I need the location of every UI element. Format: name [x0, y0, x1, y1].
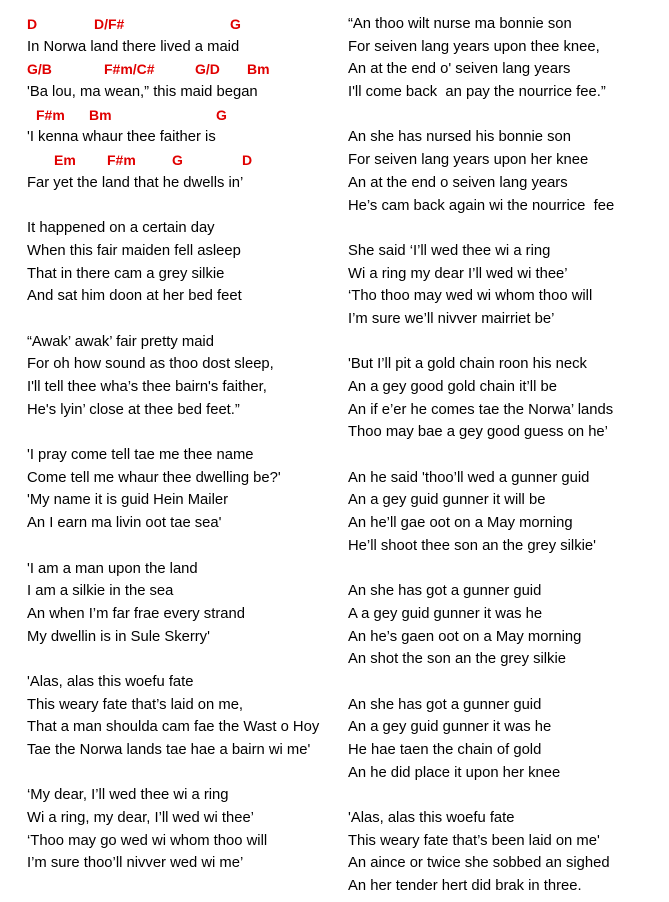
chord-label: D — [27, 16, 38, 32]
stanza-gap — [27, 762, 347, 785]
chord-label: Em — [54, 152, 76, 169]
lyric-line: When this fair maiden fell asleep — [27, 242, 241, 259]
lyric-line: An if e’er he comes tae the Norwa’ lands — [348, 401, 614, 418]
stanza-gap — [348, 444, 666, 467]
lyric-line: He hae taen the chain of gold — [348, 742, 542, 758]
chord-label: Bm — [247, 61, 270, 78]
stanza-gap — [348, 217, 666, 240]
lyric-line: An a gey guid gunner it will be — [348, 492, 546, 509]
lyric-line: An aince or twice she sobbed an sighed — [348, 855, 610, 872]
chord-label: G — [230, 16, 241, 32]
lyric-line: An a gey good gold chain it’ll be — [348, 379, 557, 395]
lyric-line: An a gey guid gunner it was he — [348, 719, 552, 736]
lyric-line: An he did place it upon her knee — [348, 764, 561, 781]
lyric-line: 'My name it is guid Hein Mailer — [27, 492, 229, 509]
stanza-gap — [27, 648, 347, 671]
stanza-gap — [348, 671, 666, 694]
lyric-line: Wi a ring my dear I’ll wed wi thee’ — [348, 265, 568, 282]
lyric-line: An shot the son an the grey silkie — [348, 651, 566, 668]
lyric-line: An he’s gaen oot on a May morning — [348, 628, 582, 645]
lyric-line: Tae the Norwa lands tae hae a bairn wi me' — [27, 742, 311, 758]
left-column — [27, 13, 347, 875]
lyric-line: It happened on a certain day — [27, 220, 215, 237]
lyric-line: 'But I’ll pit a gold chain roon his neck — [348, 356, 587, 373]
chord-line — [27, 149, 347, 172]
chord-label: G/D — [195, 61, 220, 78]
lyric-line: In Norwa land there lived a maid — [27, 38, 240, 55]
stanza-gap — [348, 104, 666, 127]
lyric-line: An she has got a gunner guid — [348, 696, 542, 713]
lyric-line: I am a silkie in the sea — [27, 583, 174, 600]
lyric-line: 'I pray come tell tae me thee name — [27, 447, 254, 464]
lyric-line: An when I’m far frae every strand — [27, 605, 245, 622]
lyric-line: And sat him doon at her bed feet — [27, 288, 242, 305]
stanza-gap — [348, 331, 666, 354]
lyric-line: An he said 'thoo’ll wed a gunner guid — [348, 469, 590, 486]
stanza-gap — [27, 195, 347, 218]
stanza-gap — [27, 421, 347, 444]
lyric-line: For oh how sound as thoo dost sleep, — [27, 356, 274, 373]
chord-label: Bm — [89, 106, 112, 123]
lyric-line: This weary fate that’s laid on me, — [27, 696, 244, 713]
lyric-line: This weary fate that’s been laid on me' — [348, 832, 600, 849]
lyric-line: 'Alas, alas this woefu fate — [348, 810, 515, 827]
stanza-gap — [27, 535, 347, 558]
lyric-line: Wi a ring, my dear, I’ll wed wi thee’ — [27, 810, 254, 827]
lyric-line: 'Ba lou, ma wean,” this maid began — [27, 84, 258, 101]
lyric-line: ‘Tho thoo may wed wi whom thoo will — [348, 288, 593, 305]
lyric-line: A a gey guid gunner it was he — [348, 605, 543, 622]
lyric-line: He’ll shoot thee son an the grey silkie' — [348, 537, 596, 554]
lyric-line: For seiven lang years upon her knee — [348, 152, 589, 169]
lyric-line: An at the end o seiven lang years — [348, 174, 568, 191]
lyric-line: An she has nursed his bonnie son — [348, 129, 571, 146]
lyric-line: For seiven lang years upon thee knee, — [348, 38, 600, 55]
chord-line — [27, 58, 347, 81]
lyric-line: An I earn ma livin oot tae sea' — [27, 515, 222, 532]
lyric-line: He’s cam back again wi the nourrice fee — [348, 197, 615, 214]
chord-label: F#m — [36, 106, 65, 123]
lyric-line: I'll come back an pay the nourrice fee.” — [348, 84, 606, 101]
chord-label: D/F# — [94, 16, 125, 32]
chord-label: D — [242, 152, 253, 169]
right-column — [348, 13, 666, 898]
lyric-line: An her tender hert did brak in three. — [348, 878, 582, 895]
chord-line — [27, 104, 347, 127]
lyric-line: ‘My dear, I’ll wed thee wi a ring — [27, 787, 229, 804]
lyric-line: An at the end o' seiven lang years — [348, 61, 571, 78]
chord-label: F#m/C# — [104, 61, 155, 78]
chord-label: G/B — [27, 61, 52, 78]
lyric-line: An she has got a gunner guid — [348, 583, 542, 600]
lyric-line: 'I kenna whaur thee faither is — [27, 129, 216, 146]
lyric-line: “An thoo wilt nurse ma bonnie son — [348, 16, 572, 32]
lyric-line: Come tell me whaur thee dwelling be?' — [27, 469, 281, 486]
chord-label: G — [172, 152, 183, 169]
chord-label: F#m — [107, 152, 136, 169]
lyric-line: 'I am a man upon the land — [27, 560, 198, 577]
lyric-line: He's lyin’ close at thee bed feet.” — [27, 401, 240, 418]
chord-line — [27, 13, 347, 36]
lyric-line: I’m sure we’ll nivver mairriet be’ — [348, 310, 555, 327]
lyric-line: “Awak’ awak’ fair pretty maid — [27, 333, 214, 350]
lyric-line: That in there cam a grey silkie — [27, 265, 225, 282]
lyric-line: Thoo may bae a gey good guess on he’ — [348, 424, 608, 441]
lyric-line: An he’ll gae oot on a May morning — [348, 515, 573, 532]
lyric-line: I'll tell thee wha’s thee bairn's faither, — [27, 379, 267, 395]
stanza-gap — [348, 558, 666, 581]
chord-label: G — [216, 106, 227, 123]
lyric-line: My dwellin is in Sule Skerry' — [27, 628, 210, 645]
stanza-gap — [348, 784, 666, 807]
lyric-line: 'Alas, alas this woefu fate — [27, 673, 194, 690]
lyric-line: I’m sure thoo’ll nivver wed wi me’ — [27, 855, 244, 872]
lyric-line: That a man shoulda cam fae the Wast o Hoy — [27, 719, 320, 736]
stanza-gap — [27, 308, 347, 331]
lyric-line: Far yet the land that he dwells in’ — [27, 174, 244, 191]
lyric-line: ‘Thoo may go wed wi whom thoo will — [27, 832, 268, 849]
lyric-line: She said ‘I’ll wed thee wi a ring — [348, 242, 551, 259]
